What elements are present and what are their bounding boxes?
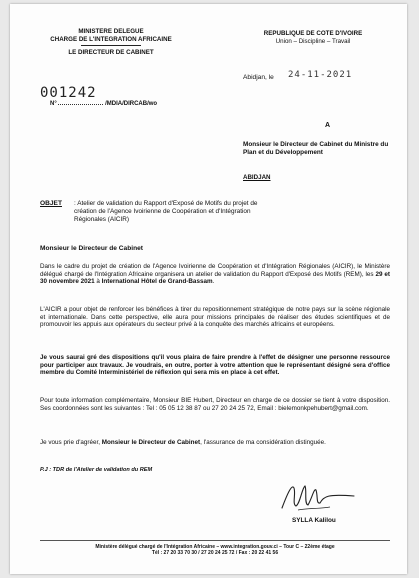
signer-name: SYLLA Kalilou — [292, 517, 336, 524]
event-dates: 29 et 30 novembre 2021 — [40, 270, 390, 286]
reference-line — [50, 101, 157, 107]
letter-place: Abidjan, le — [243, 74, 274, 81]
handwritten-signature — [278, 478, 358, 519]
paragraph-1-end: . — [212, 278, 215, 286]
ministry-name: MINISTERE DELEGUE — [78, 28, 144, 35]
letter-page — [10, 4, 407, 574]
recipient-city: ABIDJAN — [243, 174, 271, 181]
paragraph-1-connector: à — [94, 278, 102, 286]
reference-number: 001242 — [40, 85, 97, 101]
republic-motto: Union – Discipline – Travail — [275, 38, 351, 45]
reference-prefix: N° — [50, 101, 57, 107]
closing-text: Je vous prie d'agréer, — [40, 439, 102, 446]
recipient-mark: A — [325, 122, 331, 129]
header-divider — [81, 45, 141, 46]
republic-name: REPUBLIQUE DE COTE D'IVOIRE — [263, 30, 363, 37]
sender-title: LE DIRECTEUR DE CABINET — [68, 49, 154, 56]
republic-header — [238, 30, 388, 46]
paragraph-5 — [40, 439, 390, 447]
ministry-subtitle: CHARGE DE L'INTEGRATION AFRICAINE — [50, 36, 172, 43]
closing-addressee: Monsieur le Directeur de Cabinet — [101, 439, 201, 446]
reference-blank — [58, 104, 103, 105]
footer-contacts: Tél : 27 20 33 70 30 / 27 20 24 25 72 / Fax : 20 22 41 56 — [151, 550, 279, 557]
closing-end: , l'assurance de ma considération distinguée. — [200, 439, 326, 446]
paragraph-3: Je vous saurai gré des dispositions qu'il vous plaira de faire prendre à l'effet de désigner une personne ressource pour participer aux travaux. Je voudrais, en outre, porter à votre attention que le représentant désigné sera d'office membre du Comité Interministériel de réflexion qui sera mis en place à cet effet. — [40, 354, 390, 377]
paragraph-1-text: Dans le cadre du projet de création de l'Agence Ivoirienne de Coopération et d'Intégration Régionales (AICIR), le Ministère délégué chargé de l'Intégration Africaine organisera un atelier de validation du Rapport d'Exposé des Motifs (REM), les — [40, 263, 390, 278]
reference-suffix: /MDIA/DIRCAB/wo — [105, 101, 158, 107]
paragraph-1 — [40, 263, 390, 286]
paragraph-4: Pour toute information complémentaire, Monsieur BIE Hubert, Directeur en charge de ce dossier se tient à votre disposition. Ses coordonnées sont les suivantes : Tel : 05 05 12 38 87 ou 27 20 24 25 72, Email : bielemonkpehubert@gmail.com. — [40, 397, 390, 412]
event-venue: International Hôtel de Grand-Bassam — [101, 278, 213, 286]
paragraph-2: L'AICIR a pour objet de renforcer les bénéfices à tirer du repositionnement stratégique de notre pays sur la scène régionale et internationale. Dans cette perspective, elle aura pour missions principales de réaliser des études scientifiques et de promouvoir les appuis aux opérateurs du secteur privé à la conquête des marchés africains et européens. — [40, 306, 390, 329]
objet-label: OBJET — [40, 200, 62, 207]
letter-footer — [40, 540, 390, 557]
recipient-address: Monsieur le Directeur de Cabinet du Ministre du Plan et du Développement — [243, 141, 389, 156]
ministry-header — [36, 28, 186, 57]
letter-date: 24-11-2021 — [288, 70, 353, 80]
salutation: Monsieur le Directeur de Cabinet — [40, 245, 143, 252]
footer-address: Ministère délégué chargé de l'Intégration Africaine – www.integration.gouv.ci – Tour C – 22ème étage — [95, 544, 335, 550]
attachment-note: P.J : TDR de l'Atelier de validation du REM — [40, 467, 153, 473]
objet-text: : Atelier de validation du Rapport d'Exposé de Motifs du projet de création de l'Agence Ivoirienne de Coopération et d'Intégration Régionales (AICIR) — [74, 200, 258, 223]
